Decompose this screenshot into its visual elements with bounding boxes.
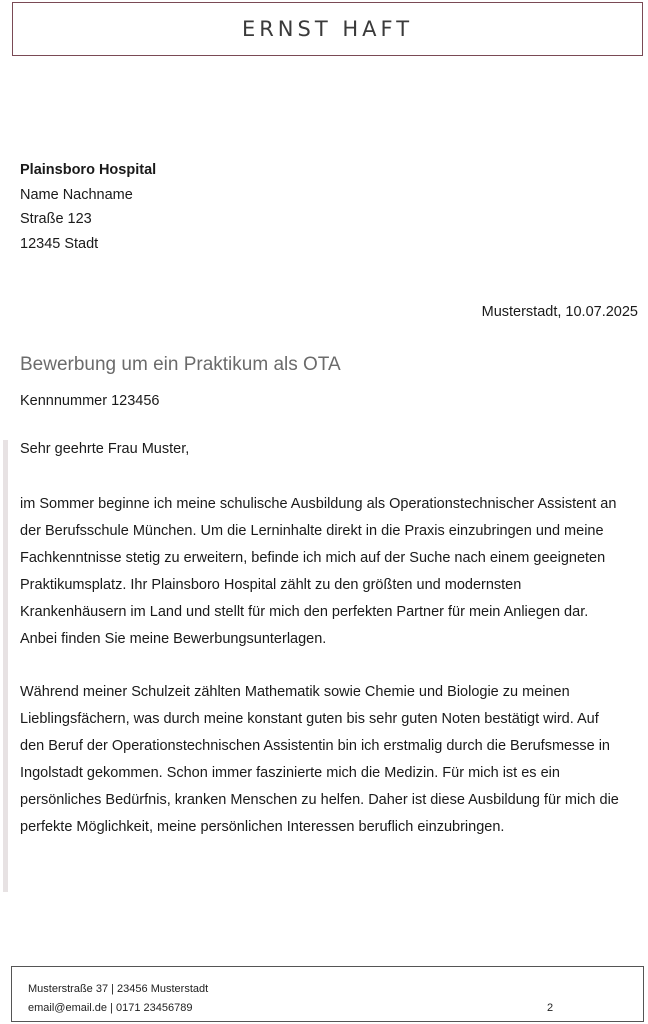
body-paragraph-2: Während meiner Schulzeit zählten Mathematik sowie Chemie und Biologie zu meinen Lieblingsfächern, was durch meine konstant guten bis sehr guten Noten bestätigt wird. Auf den Beruf der Operationstechnischen Assistentin bin ich erstmalig durch die Berufsmesse in Ingolstadt gekommen. Schon immer faszinierte mich die Medizin. Für mich ist es ein persönliches Bedürfnis, kranken Menschen zu helfen. Daher ist diese Ausbildung für mich die perfekte Möglichkeit, meine persönlichen Interessen beruflich einzubringen. — [20, 684, 619, 835]
recipient-company: Plainsboro Hospital — [20, 162, 157, 178]
footer-address: Musterstraße 37 | 23456 Musterstadt — [28, 983, 209, 995]
recipient-address — [20, 158, 156, 256]
recipient-street: Straße 123 — [20, 211, 92, 227]
salutation: Sehr geehrte Frau Muster, — [20, 441, 190, 457]
body-paragraph-1: im Sommer beginne ich meine schulische Ausbildung als Operationstechnischer Assistent an der Berufsschule München. Um die Lerninhalte direkt in die Praxis einzubringen und meine Fachkenntnisse stetig zu erweitern, befinde ich mich auf der Suche nach einem geeigneten Praktikumsplatz. Ihr Plainsboro Hospital zählt zu den größten und modernsten Krankenhäusern im Land und stellt für mich den perfekten Partner für mein Anliegen dar. Anbei finden Sie meine Bewerbungsunterlagen. — [20, 496, 617, 647]
margin-accent-bar — [3, 440, 8, 892]
footer — [11, 966, 644, 1022]
reference-number: Kennnummer 123456 — [20, 393, 160, 409]
sender-name: ERNST HAFT — [241, 17, 414, 41]
letter-subject: Bewerbung um ein Praktikum als OTA — [20, 354, 341, 375]
recipient-city: 12345 Stadt — [20, 235, 99, 252]
recipient-name: Name Nachname — [20, 186, 133, 203]
page-number: 2 — [547, 1002, 554, 1014]
letterhead — [12, 2, 643, 56]
footer-contact: email@email.de | 0171 23456789 — [28, 1002, 193, 1014]
letter-date: Musterstadt, 10.07.2025 — [481, 304, 638, 320]
